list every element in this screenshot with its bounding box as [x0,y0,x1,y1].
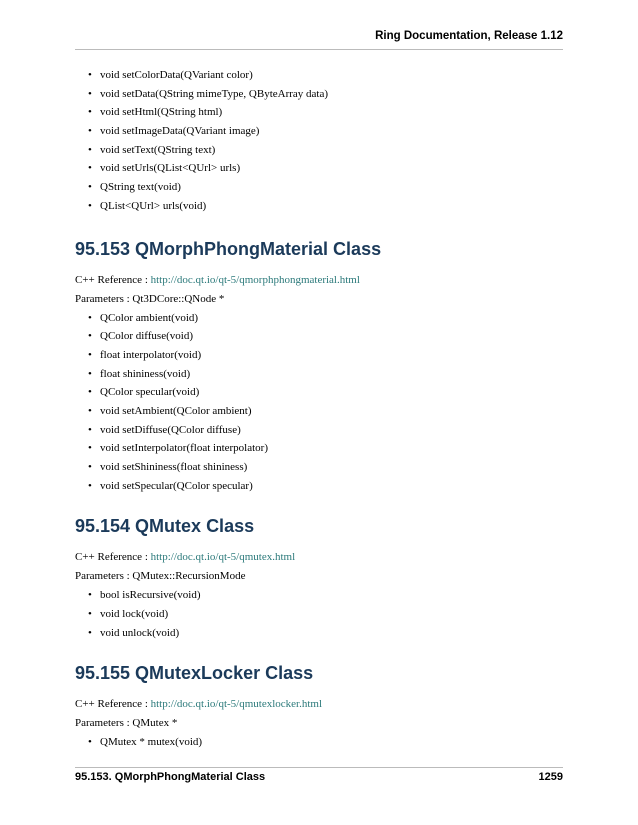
header-rule [75,49,563,50]
list-item: • QColor specular(void) [75,383,563,402]
list-item: • QColor ambient(void) [75,309,563,328]
section-heading: 95.153 QMorphPhongMaterial Class [75,238,382,259]
list-item: • QList<QUrl> urls(void) [75,197,563,216]
list-item: • bool isRecursive(void) [75,586,563,605]
list-item: • QColor diffuse(void) [75,327,563,346]
list-item: • void setData(QString mimeType, QByteArray data) [75,85,563,104]
list-item: • QString text(void) [75,178,563,197]
reference-label: C++ Reference : [75,273,151,286]
list-item: • void setUrls(QList<QUrl> urls) [75,159,563,178]
reference-label: C++ Reference : [75,698,151,711]
footer-rule [75,767,563,768]
parameters-line: Parameters : QMutex::RecursionMode [75,570,246,583]
list-item: • void setInterpolator(float interpolator) [75,439,563,458]
list-item: • void unlock(void) [75,624,563,643]
parameters-line: Parameters : QMutex * [75,717,178,730]
method-list [75,586,563,642]
reference-label: C++ Reference : [75,551,151,564]
method-list [75,733,563,752]
cpp-reference [75,548,563,566]
cpp-reference [75,695,563,713]
running-header: Ring Documentation, Release 1.12 [375,30,563,42]
section-heading: 95.154 QMutex Class [75,516,255,537]
list-item: • void setColorData(QVariant color) [75,66,563,85]
list-item: • void setText(QString text) [75,141,563,160]
list-item: • void setAmbient(QColor ambient) [75,402,563,421]
list-item: • void lock(void) [75,605,563,624]
parameters-line: Parameters : Qt3DCore::QNode * [75,292,225,305]
method-list [75,309,563,496]
footer-section-title: 95.153. QMorphPhongMaterial Class [75,771,266,783]
list-item: • void setSpecular(QColor specular) [75,477,563,496]
list-item: • void setDiffuse(QColor diffuse) [75,421,563,440]
list-item: • float interpolator(void) [75,346,563,365]
list-item: • void setShininess(float shininess) [75,458,563,477]
reference-link[interactable]: http://doc.qt.io/qt-5/qmutexlocker.html [150,698,323,711]
reference-link[interactable]: http://doc.qt.io/qt-5/qmutex.html [150,551,296,564]
page-number: 1259 [538,771,563,783]
list-item: • QMutex * mutex(void) [75,733,563,752]
reference-link[interactable]: http://doc.qt.io/qt-5/qmorphphongmaterial.html [150,273,360,286]
page-content [75,66,563,752]
section-heading: 95.155 QMutexLocker Class [75,663,314,684]
list-item: • void setImageData(QVariant image) [75,122,563,141]
list-item: • float shininess(void) [75,365,563,384]
intro-method-list [75,66,563,216]
list-item: • void setHtml(QString html) [75,103,563,122]
cpp-reference [75,271,563,289]
